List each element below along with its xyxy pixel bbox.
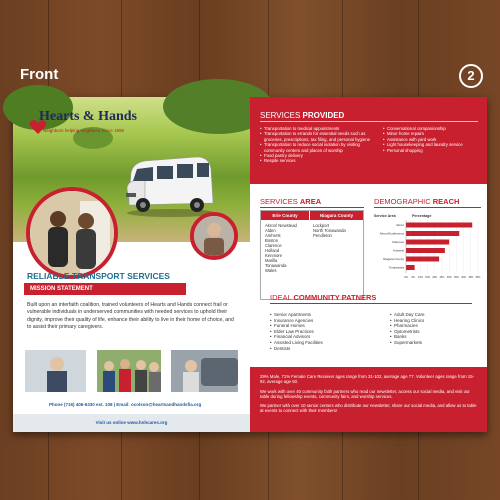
chart-tick-label: 10% [418,276,423,279]
list-item: Lockport [313,223,330,228]
list-item: • Transportation to reduce social isolation by visiting community centers and places of worship [260,142,378,153]
list-item: • Light housekeeping and laundry service [383,142,483,147]
chart-tick-label: 40% [461,276,466,279]
faith-partners-paragraph: We work with over 40 community faith partners who read our newsletter, access our social media, and visit our table during fellowship events, community fairs, and worship services. [260,388,470,399]
list-item: Alden [265,228,276,233]
niagara-county-list [313,223,346,238]
list-item: • Optometrists [390,329,425,335]
list-item: • Assistance with yard work [383,137,483,142]
chart-category-label: Clarence [391,240,404,244]
services-list-left [260,126,378,164]
page-number-badge: 2 [459,64,483,88]
chart-tick-label: 30% [446,276,452,279]
chart-tick-label: 15% [425,276,430,279]
thumb-photo-1 [25,350,86,392]
list-item: • Funeral Homes [270,323,323,329]
community-partners-title: IDEAL COMMUNITY PATNERS [270,293,377,302]
list-item: • Insurance Agencies [270,318,323,324]
chart-tick-label: 35% [454,276,459,279]
list-item: Marilla [265,258,278,263]
list-item: Amherst [265,233,281,238]
list-item: • Supermarkets [390,340,425,346]
list-item: • Personal shopping [383,148,483,153]
chart-header-left: Service Area [374,214,396,218]
list-item: • Minor home repairs [383,131,483,136]
list-item: • Adult Day Care [390,312,425,318]
reliable-transport-title: RELIABLE TRANSPORT SERVICES [27,271,170,281]
client-photo [190,212,238,260]
list-item: • Transportation to medical appointments [260,126,378,131]
brochure [13,97,487,432]
demographic-bar-chart [372,210,482,286]
service-area-table [260,210,364,300]
chart-tick-label: 5% [411,276,415,279]
chart-bar [406,257,439,262]
chart-bar [406,248,445,253]
list-item: Pendleton [313,233,332,238]
partners-list-right [390,312,425,346]
list-item: • Senior Apartments [270,312,323,318]
chart-bar [406,223,472,228]
list-item: North Tonawanda [313,228,346,233]
van-illustration [123,149,215,219]
partners-list-left [270,312,323,351]
services-list-right [383,126,483,153]
list-item: Kenmore [265,253,282,258]
list-item: • Respite services [260,158,378,163]
list-item: • Food pantry delivery [260,153,378,158]
divider [270,303,472,304]
chart-header-right: Percentage [412,214,432,218]
list-item: • Hearing Clinics [390,318,425,324]
list-item: • Assisted Living Facilities [270,340,323,346]
chart-category-label: Amherst [392,248,404,253]
divider [374,207,481,208]
contact-info: Phone (716) 406-6330 ext. 108 | Email: ocolson@heartsandhandsfia.org [49,402,202,407]
mission-statement-label: MISSION STATEMENT [24,283,186,295]
thumb-photo-3 [171,350,238,392]
chart-tick-label: 20% [432,276,438,279]
chart-bar [406,265,415,270]
chart-category-label: Niagara County [383,257,404,261]
list-item: Clarence [265,243,282,248]
demographics-summary-box [250,367,487,432]
divider [260,121,478,122]
chart-category-label: Akron [396,223,404,227]
chart-bar [406,240,449,245]
demographics-paragraph: 29% Male, 71% Female Care Receiver ages range from 31-102, average age 77. Volunteer ages range from 15-92, average age 60. [260,374,475,385]
list-item: Holland [265,248,280,253]
logo-tagline: Neighbors helping neighbors Since 1998 [43,128,125,133]
list-item: Wales [265,268,277,273]
services-area-title: SERVICES AREA [260,197,322,206]
logo-title: Hearts & Hands [39,109,137,124]
right-panel [250,97,487,432]
erie-county-header: Erie County [261,211,309,220]
chart-category-label: Tonawanda [388,265,404,270]
chart-tick-label: 25% [439,276,445,279]
services-provided-section [250,97,487,184]
niagara-county-header: Niagara County [310,211,363,220]
list-item: • Elder Law Practices [270,329,323,335]
list-item: • Conversational companionship [383,126,483,131]
senior-centers-paragraph: We partner with over 10 senior centers who distribute our newsletter, share our social media, and allow us to table at events to connect with their members! [260,403,477,414]
chart-tick-label: 0% [404,276,408,279]
list-item: • Banks [390,334,425,340]
list-item: • Financial Advisors [270,334,323,340]
divider [260,207,364,208]
list-item: • Dentists [270,346,323,352]
list-item: • Transportation to errands for essential needs such as groceries, prescriptions, tax filing, and personal hygiene [260,131,378,142]
services-provided-title: SERVICES PROVIDED [260,111,345,120]
thumb-photo-2 [97,350,161,392]
erie-county-list [265,223,297,273]
website-bar: Visit us online www.hnhcares.org [13,414,250,432]
chart-tick-label: 45% [468,276,474,279]
mission-text: Built upon an interfaith coalition, trained volunteers of Hearts and Hands connect frail or vulnerable individuals in underserved communities with needed services to uphold their dignity, improve their quality of life, enhance their ability to live in their home of choice, and to assist their primary caregivers. [27,302,234,331]
list-item: Akron/ Newstead [265,223,297,228]
chart-bar [406,231,459,236]
volunteers-photo [26,187,118,279]
list-item: Boston [265,238,279,243]
chart-tick-label: 50% [475,276,481,279]
demographic-reach-title: DEMOGRAPHIC REACH [374,197,460,206]
left-panel [13,97,250,432]
list-item: • Pharmacies [390,323,425,329]
list-item: Tonawanda [265,263,287,268]
chart-category-label: Akron/Southtowns [379,231,404,236]
front-label: Front [20,66,59,83]
